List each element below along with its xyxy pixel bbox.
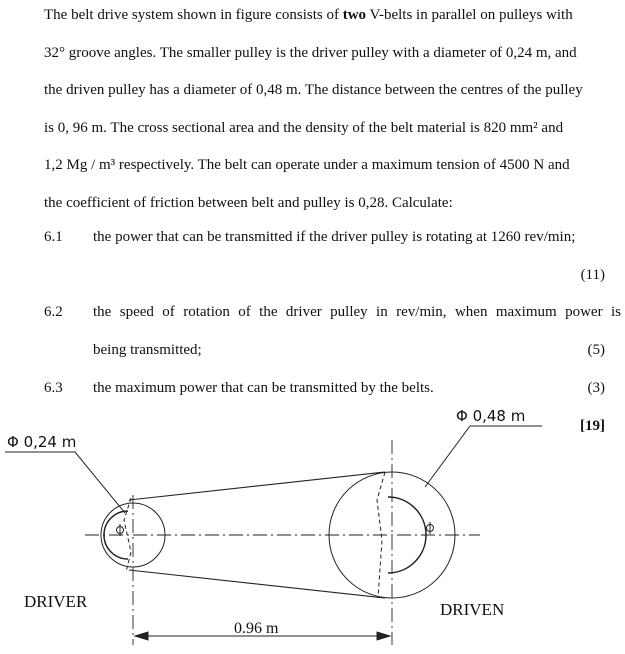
centre-distance-label: 0.96 m [234, 620, 279, 637]
belt-top [129, 472, 385, 500]
driven-diameter-leader [425, 426, 542, 487]
total-marks: [19] [580, 418, 605, 434]
driver-diameter-label: Φ 0,24 m [7, 433, 77, 451]
belt-bottom [129, 570, 385, 598]
question-text: the speed of rotation of the driver pulley in rev/min, when maximum power is [93, 304, 621, 320]
question-text: the power that can be transmitted if the driver pulley is rotating at 1260 rev/min; [93, 229, 576, 245]
driven-label: DRIVEN [440, 600, 505, 619]
problem-line: is 0, 96 m. The cross sectional area and the density of the belt material is 820 mm² and [44, 119, 564, 136]
question-number: 6.2 [44, 304, 63, 320]
question-number: 6.3 [44, 380, 63, 396]
driven-diameter-label: Φ 0,48 m [456, 407, 526, 425]
question-marks: (11) [580, 267, 605, 283]
problem-line: The belt drive system shown in figure consists of two V-belts in parallel on pulleys with [44, 7, 573, 23]
question-number: 6.1 [44, 229, 63, 245]
question-marks: (3) [587, 380, 605, 396]
problem-line: 1,2 Mg / m³ respectively. The belt can operate under a maximum tension of 4500 N and [44, 157, 570, 174]
problem-line: the coefficient of friction between belt and pulley is 0,28. Calculate: [44, 194, 453, 211]
driver-label: DRIVER [24, 592, 88, 611]
driver-diameter-leader [5, 452, 125, 513]
problem-line: the driven pulley has a diameter of 0,48 m. The distance between the centres of the pulley [44, 82, 583, 99]
arrow-left-icon [135, 632, 148, 640]
problem-line: 32° groove angles. The smaller pulley is the driver pulley with a diameter of 0,24 m, and [44, 44, 577, 61]
question-text-continued: being transmitted; [93, 342, 202, 358]
question-text: the maximum power that can be transmitted by the belts. [93, 380, 434, 396]
arrow-right-icon [377, 632, 390, 640]
question-marks: (5) [587, 342, 605, 358]
